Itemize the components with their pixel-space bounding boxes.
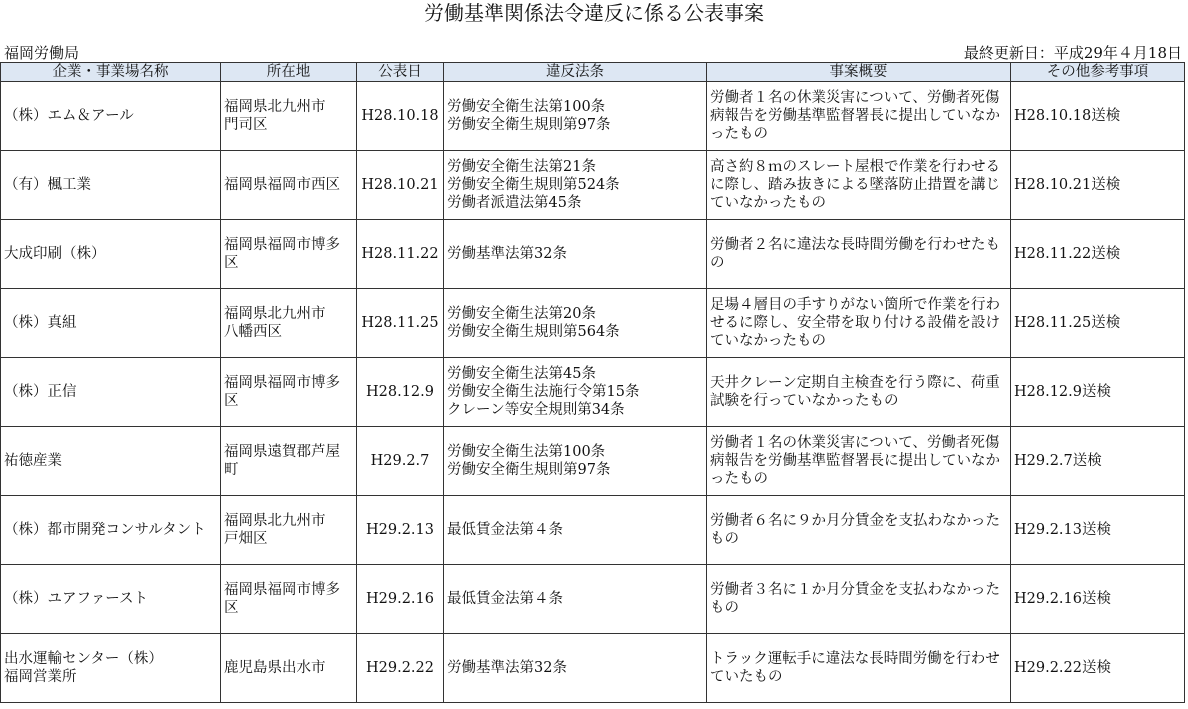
cell-summary: 労働者１名の休業災害について、労働者死傷病報告を労働基準監督署長に提出していなかったもの (707, 427, 1011, 496)
header-laws: 違反法条 (444, 63, 707, 82)
cell-date: H29.2.22 (357, 634, 444, 703)
cases-table (0, 62, 1185, 703)
cell-laws: 労働安全衛生法第100条 労働安全衛生規則第97条 (444, 82, 707, 151)
cell-notes: H29.2.7送検 (1011, 427, 1185, 496)
cell-location: 福岡県北九州市 戸畑区 (221, 496, 357, 565)
table-row (1, 427, 1185, 496)
cell-notes: H28.11.22送検 (1011, 220, 1185, 289)
cell-location: 福岡県福岡市博多区 (221, 565, 357, 634)
cell-location: 福岡県北九州市 八幡西区 (221, 289, 357, 358)
cell-company: （株）都市開発コンサルタント (1, 496, 221, 565)
cell-laws: 労働安全衛生法第20条 労働安全衛生規則第564条 (444, 289, 707, 358)
cell-summary: 労働者１名の休業災害について、労働者死傷病報告を労働基準監督署長に提出していなかったもの (707, 82, 1011, 151)
cell-company: （株）正信 (1, 358, 221, 427)
last-updated: 最終更新日：平成29年４月18日 (963, 44, 1182, 62)
cell-date: H28.11.25 (357, 289, 444, 358)
cell-company: （株）真組 (1, 289, 221, 358)
cell-notes: H28.10.18送検 (1011, 82, 1185, 151)
header-summary: 事案概要 (707, 63, 1011, 82)
cell-company: 祐徳産業 (1, 427, 221, 496)
cell-date: H28.12.9 (357, 358, 444, 427)
cell-notes: H29.2.22送検 (1011, 634, 1185, 703)
cell-summary: 労働者３名に１か月分賃金を支払わなかったもの (707, 565, 1011, 634)
cell-location: 福岡県北九州市 門司区 (221, 82, 357, 151)
header-date: 公表日 (357, 63, 444, 82)
cell-company: （有）楓工業 (1, 151, 221, 220)
cell-date: H29.2.13 (357, 496, 444, 565)
table-row (1, 496, 1185, 565)
cell-laws: 労働安全衛生法第45条 労働安全衛生法施行令第15条 クレーン等安全規則第34条 (444, 358, 707, 427)
cell-date: H28.10.18 (357, 82, 444, 151)
cell-company: 大成印刷（株） (1, 220, 221, 289)
cell-notes: H29.2.16送検 (1011, 565, 1185, 634)
table-row (1, 565, 1185, 634)
header-location: 所在地 (221, 63, 357, 82)
cell-laws: 労働基準法第32条 (444, 220, 707, 289)
table-header-row (1, 63, 1185, 82)
cell-company: 出水運輸センター（株） 福岡営業所 (1, 634, 221, 703)
cell-date: H28.11.22 (357, 220, 444, 289)
cell-notes: H29.2.13送検 (1011, 496, 1185, 565)
cell-location: 福岡県福岡市博多区 (221, 220, 357, 289)
cell-location: 福岡県福岡市西区 (221, 151, 357, 220)
cell-laws: 最低賃金法第４条 (444, 565, 707, 634)
cell-summary: 労働者６名に９か月分賃金を支払わなかったもの (707, 496, 1011, 565)
cell-laws: 最低賃金法第４条 (444, 496, 707, 565)
cell-location: 福岡県遠賀郡芦屋町 (221, 427, 357, 496)
cell-date: H28.10.21 (357, 151, 444, 220)
cell-laws: 労働安全衛生法第21条 労働安全衛生規則第524条 労働者派遣法第45条 (444, 151, 707, 220)
cell-summary: トラック運転手に違法な長時間労働を行わせていたもの (707, 634, 1011, 703)
table-row (1, 82, 1185, 151)
cell-notes: H28.12.9送検 (1011, 358, 1185, 427)
cell-summary: 天井クレーン定期自主検査を行う際に、荷重試験を行っていなかったもの (707, 358, 1011, 427)
cell-notes: H28.10.21送検 (1011, 151, 1185, 220)
header-company: 企業・事業場名称 (1, 63, 221, 82)
cell-laws: 労働安全衛生法第100条 労働安全衛生規則第97条 (444, 427, 707, 496)
table-row (1, 634, 1185, 703)
cell-summary: 労働者２名に違法な長時間労働を行わせたもの (707, 220, 1011, 289)
cell-company: （株）ユアファースト (1, 565, 221, 634)
cell-notes: H28.11.25送検 (1011, 289, 1185, 358)
bureau-label: 福岡労働局 (4, 44, 80, 62)
page-title: 労働基準関係法令違反に係る公表事案 (424, 1, 764, 25)
cell-company: （株）エム＆アール (1, 82, 221, 151)
table-row (1, 358, 1185, 427)
header-notes: その他参考事項 (1011, 63, 1185, 82)
table-row (1, 220, 1185, 289)
cell-summary: 高さ約８ｍのスレート屋根で作業を行わせるに際し、踏み抜きによる墜落防止措置を講じていなかったもの (707, 151, 1011, 220)
cell-date: H29.2.7 (357, 427, 444, 496)
cell-location: 鹿児島県出水市 (221, 634, 357, 703)
cell-date: H29.2.16 (357, 565, 444, 634)
cell-summary: 足場４層目の手すりがない箇所で作業を行わせるに際し、安全帯を取り付ける設備を設けていなかったもの (707, 289, 1011, 358)
table-row (1, 151, 1185, 220)
cell-location: 福岡県福岡市博多区 (221, 358, 357, 427)
cell-laws: 労働基準法第32条 (444, 634, 707, 703)
table-row (1, 289, 1185, 358)
